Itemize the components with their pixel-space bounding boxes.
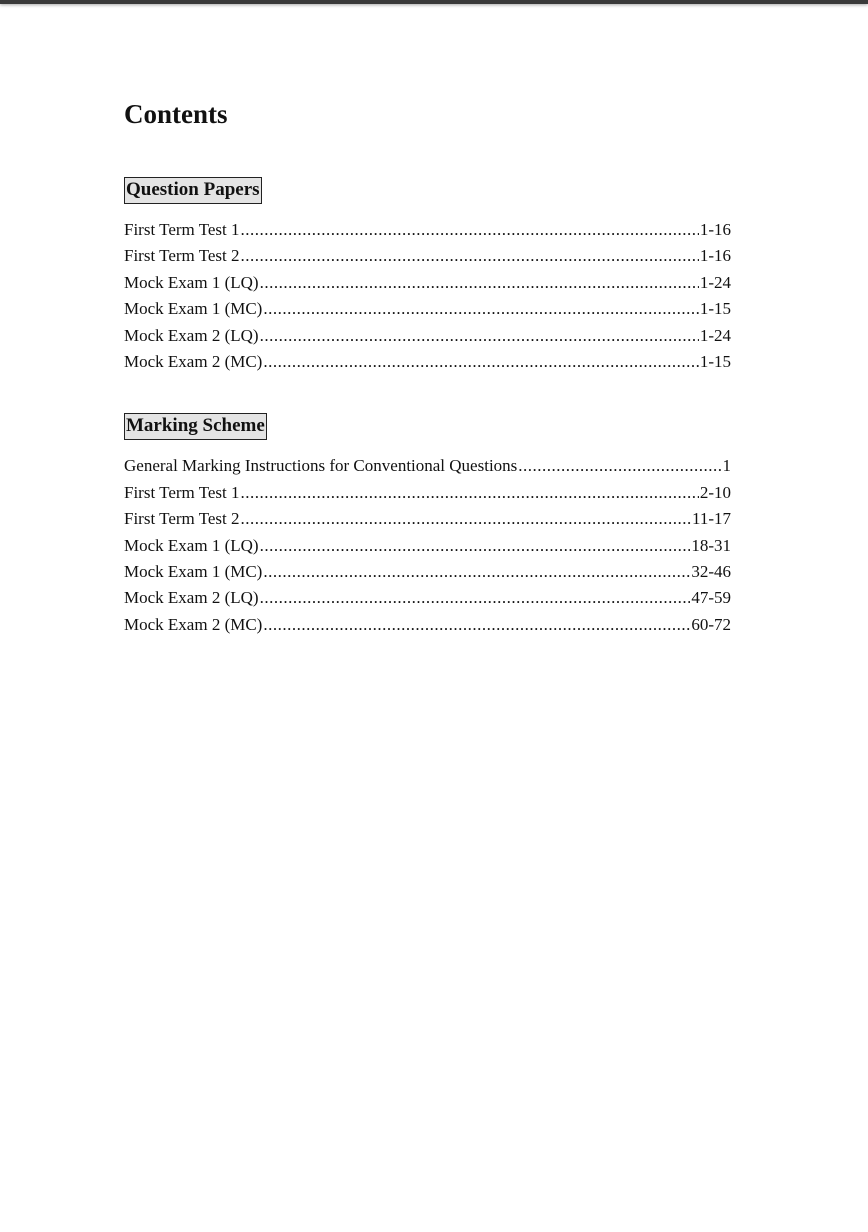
toc-dot-leader — [260, 270, 699, 296]
toc-dot-leader — [260, 585, 691, 611]
toc-entry-pages: 2-10 — [699, 482, 731, 502]
toc-entry-pages: 47-59 — [691, 588, 731, 608]
toc-entry-label: Mock Exam 2 (LQ) — [124, 325, 259, 345]
toc-entry-pages: 11-17 — [691, 509, 731, 529]
toc-entry[interactable] — [124, 243, 731, 269]
toc-entry[interactable] — [124, 349, 731, 375]
toc-entry-pages: 1-16 — [699, 220, 731, 239]
toc-entry-label: Mock Exam 1 (LQ) — [124, 272, 259, 292]
toc-dot-leader — [518, 453, 721, 479]
toc-dot-leader — [241, 506, 691, 532]
toc-section-marking-scheme — [124, 413, 731, 638]
toc-dot-leader — [263, 296, 698, 322]
toc-entry-pages: 1-15 — [699, 299, 731, 319]
toc-entry[interactable] — [124, 480, 731, 506]
document-page — [124, 96, 731, 638]
toc-entry-label: Mock Exam 2 (MC) — [124, 351, 263, 371]
toc-entry[interactable] — [124, 533, 731, 559]
toc-entry-pages: 1-15 — [699, 351, 731, 371]
section-heading: Marking Scheme — [124, 413, 267, 440]
toc-entry-list — [124, 453, 731, 638]
viewer-top-bar — [0, 0, 868, 4]
toc-entry-label: First Term Test 1 — [124, 220, 240, 239]
toc-entry-pages: 1-24 — [699, 325, 731, 345]
toc-entry-label: First Term Test 2 — [124, 246, 240, 266]
toc-entry-label: Mock Exam 1 (LQ) — [124, 535, 259, 555]
toc-entry[interactable] — [124, 612, 731, 638]
toc-entry-label: First Term Test 1 — [124, 482, 240, 502]
toc-entry-list — [124, 217, 731, 375]
toc-entry-label: Mock Exam 1 (MC) — [124, 299, 263, 319]
toc-entry[interactable] — [124, 506, 731, 532]
toc-dot-leader — [260, 533, 691, 559]
toc-dot-leader — [263, 612, 690, 638]
toc-entry-label: Mock Exam 2 (LQ) — [124, 588, 259, 608]
toc-entry[interactable] — [124, 585, 731, 611]
toc-entry[interactable] — [124, 296, 731, 322]
toc-dot-leader — [241, 243, 699, 269]
toc-entry-pages: 18-31 — [691, 535, 731, 555]
toc-dot-leader — [260, 323, 699, 349]
toc-dot-leader — [263, 349, 698, 375]
toc-entry-pages: 1 — [722, 456, 731, 476]
toc-dot-leader — [241, 480, 699, 506]
toc-dot-leader — [241, 217, 699, 243]
page-title: Contents — [124, 99, 228, 129]
toc-entry-label: Mock Exam 1 (MC) — [124, 561, 263, 581]
toc-entry-label: General Marking Instructions for Conventional Questions — [124, 456, 518, 476]
toc-dot-leader — [263, 559, 690, 585]
toc-entry-pages: 1-16 — [699, 246, 731, 266]
section-heading: Question Papers — [124, 177, 262, 204]
toc-section-question-papers — [124, 177, 731, 375]
toc-entry-pages: 60-72 — [691, 614, 731, 634]
toc-entry-pages: 1-24 — [699, 272, 731, 292]
toc-entry[interactable] — [124, 323, 731, 349]
toc-entry-pages: 32-46 — [691, 561, 731, 581]
toc-entry-label: Mock Exam 2 (MC) — [124, 614, 263, 634]
toc-entry-label: First Term Test 2 — [124, 509, 240, 529]
toc-entry[interactable] — [124, 270, 731, 296]
toc-entry[interactable] — [124, 559, 731, 585]
toc-entry[interactable] — [124, 453, 731, 479]
toc-entry[interactable] — [124, 217, 731, 243]
